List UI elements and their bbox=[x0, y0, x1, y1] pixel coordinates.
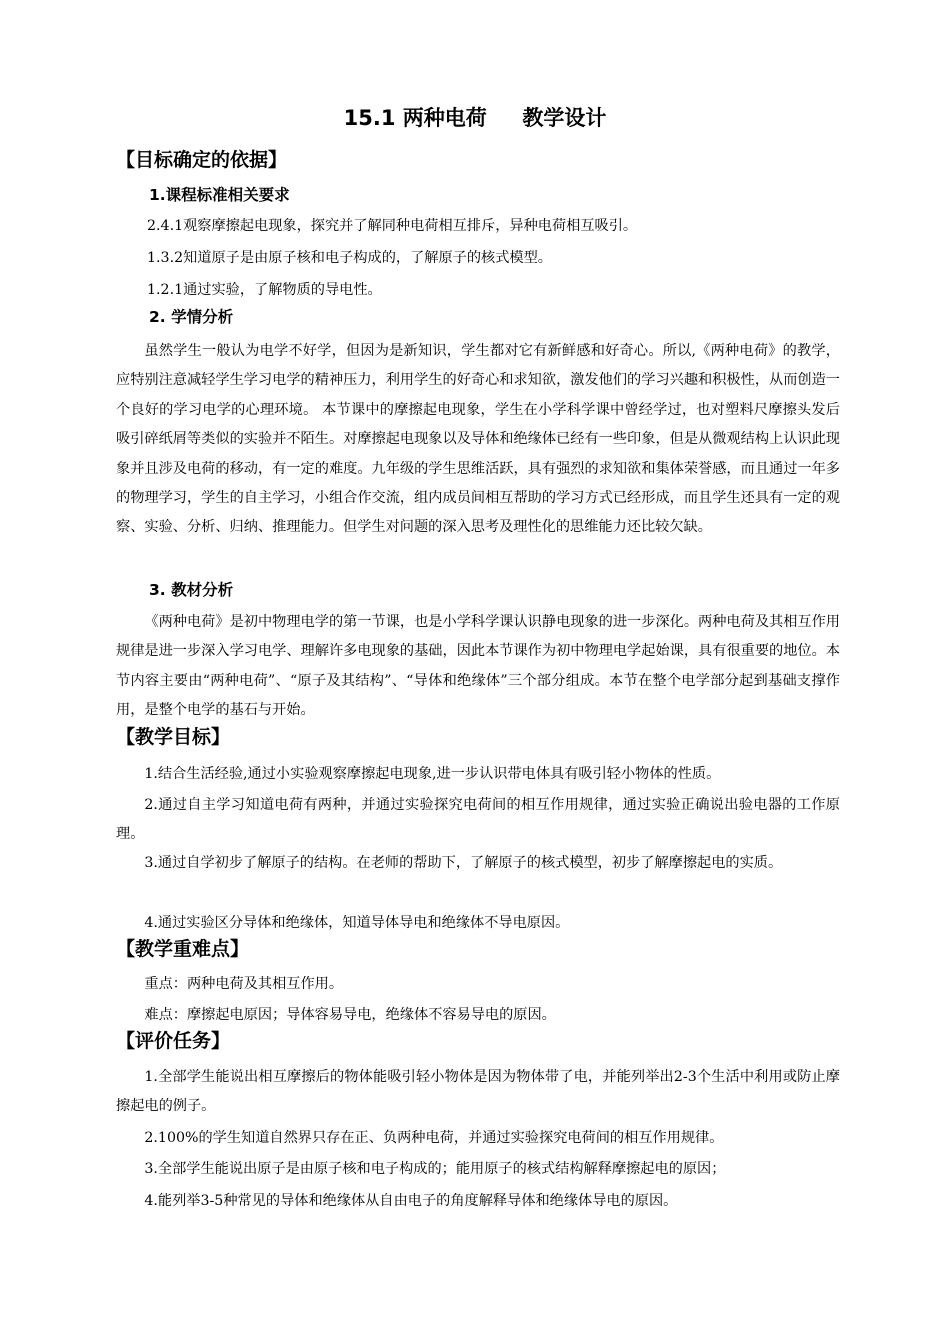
curriculum-item: 2.4.1观察摩擦起电现象，探究并了解同种电荷相互排斥，异种电荷相互吸引。 bbox=[147, 218, 638, 234]
evaluation-item: 3.全部学生能说出原子是由原子核和电子构成的；能用原子的核式结构解释摩擦起电的原因； bbox=[144, 1161, 726, 1177]
section-heading-keypoints: 【教学重难点】 bbox=[116, 938, 250, 960]
section-heading-evaluation: 【评价任务】 bbox=[116, 1030, 231, 1052]
student-analysis-paragraph: 虽然学生一般认为电学不好学，但因为是新知识，学生都对它有新鲜感和好奇心。所以,《两种电荷》的教学，应特别注意减轻学生学习电学的精神压力，利用学生的好奇心和求知欲，激发他们的学习兴趣和积极性，从而创造一个良好的学习电学的心理环境。 本节课中的摩擦起电现象，学生在小学科学课中曾经学过，也对塑料尺摩擦头发后吸引碎纸屑等类似的实验并不陌生。对摩擦起电现象以及导体和绝缘体已经有一些印象，但是从微观结构上认识此现象并且涉及电荷的移动，有一定的难度。九年级的学生思维活跃，具有强烈的求知欲和集体荣誉感，而且通过一年多的物理学习，学生的自主学习，小组合作交流，组内成员间相互帮助的学习方式已经形成，而且学生还具有一定的观察、实验、分析、归纳、推理能力。但学生对问题的深入思考及理性化的思维能力还比较欠缺。 bbox=[116, 343, 840, 536]
section-heading-objectives: 【教学目标】 bbox=[116, 726, 231, 748]
document-title: 15.1 两种电荷 教学设计 bbox=[343, 106, 607, 130]
section-heading-basis: 【目标确定的依据】 bbox=[116, 149, 288, 171]
keypoint-item: 难点：摩擦起电原因；导体容易导电，绝缘体不容易导电的原因。 bbox=[144, 1007, 556, 1023]
evaluation-item: 1.全部学生能说出相互摩擦后的物体能吸引轻小物体是因为物体带了电，并能列举出2-3个生活中利用或防止摩擦起电的例子。 bbox=[116, 1069, 840, 1115]
evaluation-item: 4.能列举3-5种常见的导体和绝缘体从自由电子的角度解释导体和绝缘体导电的原因。 bbox=[144, 1193, 678, 1209]
objective-item: 2.通过自主学习知道电荷有两种，并通过实验探究电荷间的相互作用规律，通过实验正确说出验电器的工作原理。 bbox=[116, 797, 840, 843]
objective-item: 3.通过自学初步了解原子的结构。在老师的帮助下，了解原子的核式模型，初步了解摩擦起电的实质。 bbox=[144, 855, 783, 871]
keypoint-item: 重点：两种电荷及其相互作用。 bbox=[144, 976, 344, 992]
textbook-analysis-paragraph: 《两种电荷》是初中物理电学的第一节课，也是小学科学课认识静电现象的进一步深化。两种电荷及其相互作用规律是进一步深入学习电学、理解许多电现象的基础，因此本节课作为初中物理电学起始课，具有很重要的地位。本节内容主要由“两种电荷”、“原子及其结构”、“导体和绝缘体”三个部分组成。本节在整个电学部分起到基础支撑作用，是整个电学的基石与开始。 bbox=[116, 614, 840, 719]
objective-item: 1.结合生活经验,通过小实验观察摩擦起电现象,进一步认识带电体具有吸引轻小物体的性质。 bbox=[144, 766, 721, 782]
curriculum-item: 1.3.2知道原子是由原子核和电子构成的，了解原子的核式模型。 bbox=[147, 250, 552, 266]
evaluation-item: 2.100%的学生知道自然界只存在正、负两种电荷，并通过实验探究电荷间的相互作用规律。 bbox=[144, 1130, 724, 1146]
objective-item: 4.通过实验区分导体和绝缘体，知道导体导电和绝缘体不导电原因。 bbox=[144, 915, 570, 931]
subheading-student-analysis: 2. 学情分析 bbox=[149, 308, 234, 326]
curriculum-item: 1.2.1通过实验，了解物质的导电性。 bbox=[147, 282, 382, 298]
subheading-curriculum: 1.课程标准相关要求 bbox=[149, 186, 290, 204]
subheading-textbook-analysis: 3. 教材分析 bbox=[149, 581, 234, 599]
